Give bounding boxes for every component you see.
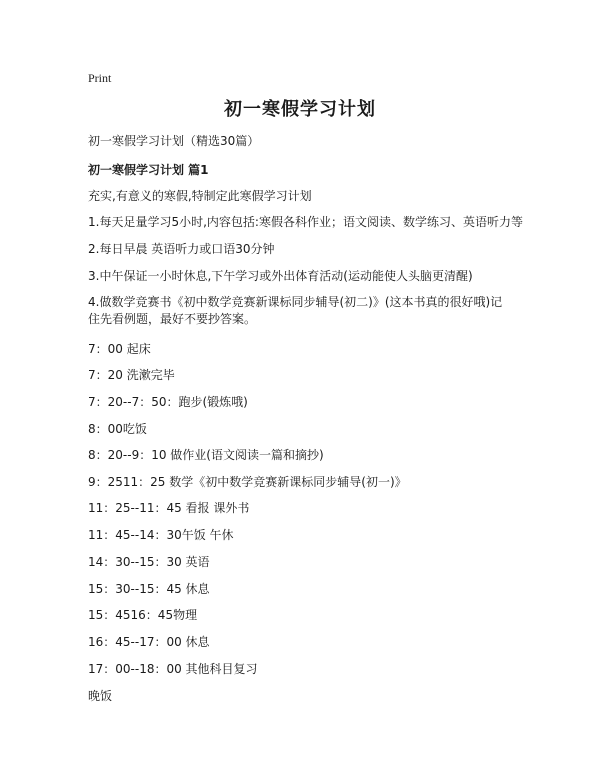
document-subtitle: 初一寒假学习计划（精选30篇） <box>88 134 260 148</box>
paragraph: 2.每日早晨 英语听力或口语30分钟 <box>88 242 275 256</box>
schedule-item: 14：30--15：30 英语 <box>88 555 210 569</box>
paragraph: 4.做数学竞赛书《初中数学竞赛新课标同步辅导(初二)》(这本书真的很好哦)记住先看例题，最好不要抄答案。 <box>88 295 503 326</box>
schedule-item: 15：4516：45物理 <box>88 608 198 622</box>
section-heading: 初一寒假学习计划 篇1 <box>88 163 209 177</box>
schedule-item: 11：25--11：45 看报 课外书 <box>88 501 250 515</box>
schedule-item: 8：00吃饭 <box>88 422 147 436</box>
schedule-item: 16：45--17：00 休息 <box>88 635 210 649</box>
schedule-item: 7：00 起床 <box>88 342 151 356</box>
schedule-item: 17：00--18：00 其他科目复习 <box>88 662 258 676</box>
paragraph: 1.每天足量学习5小时,内容包括:寒假各科作业；语文阅读、数学练习、英语听力等 <box>88 215 523 229</box>
paragraph: 3.中午保证一小时休息,下午学习或外出体育活动(运动能使人头脑更清醒) <box>88 269 473 283</box>
print-link[interactable]: Print <box>88 71 112 85</box>
schedule-item: 8：20--9：10 做作业(语文阅读一篇和摘抄) <box>88 448 324 462</box>
paragraph: 充实,有意义的寒假,特制定此寒假学习计划 <box>88 189 312 203</box>
schedule-item: 7：20--7：50：跑步(锻炼哦) <box>88 395 248 409</box>
schedule-item: 9：2511：25 数学《初中数学竞赛新课标同步辅导(初一)》 <box>88 475 407 489</box>
schedule-item: 15：30--15：45 休息 <box>88 582 210 596</box>
schedule-item: 7：20 洗漱完毕 <box>88 368 175 382</box>
schedule-item: 晚饭 <box>88 689 113 703</box>
document-title: 初一寒假学习计划 <box>224 99 376 120</box>
schedule-item: 11：45--14：30午饭 午休 <box>88 528 234 542</box>
